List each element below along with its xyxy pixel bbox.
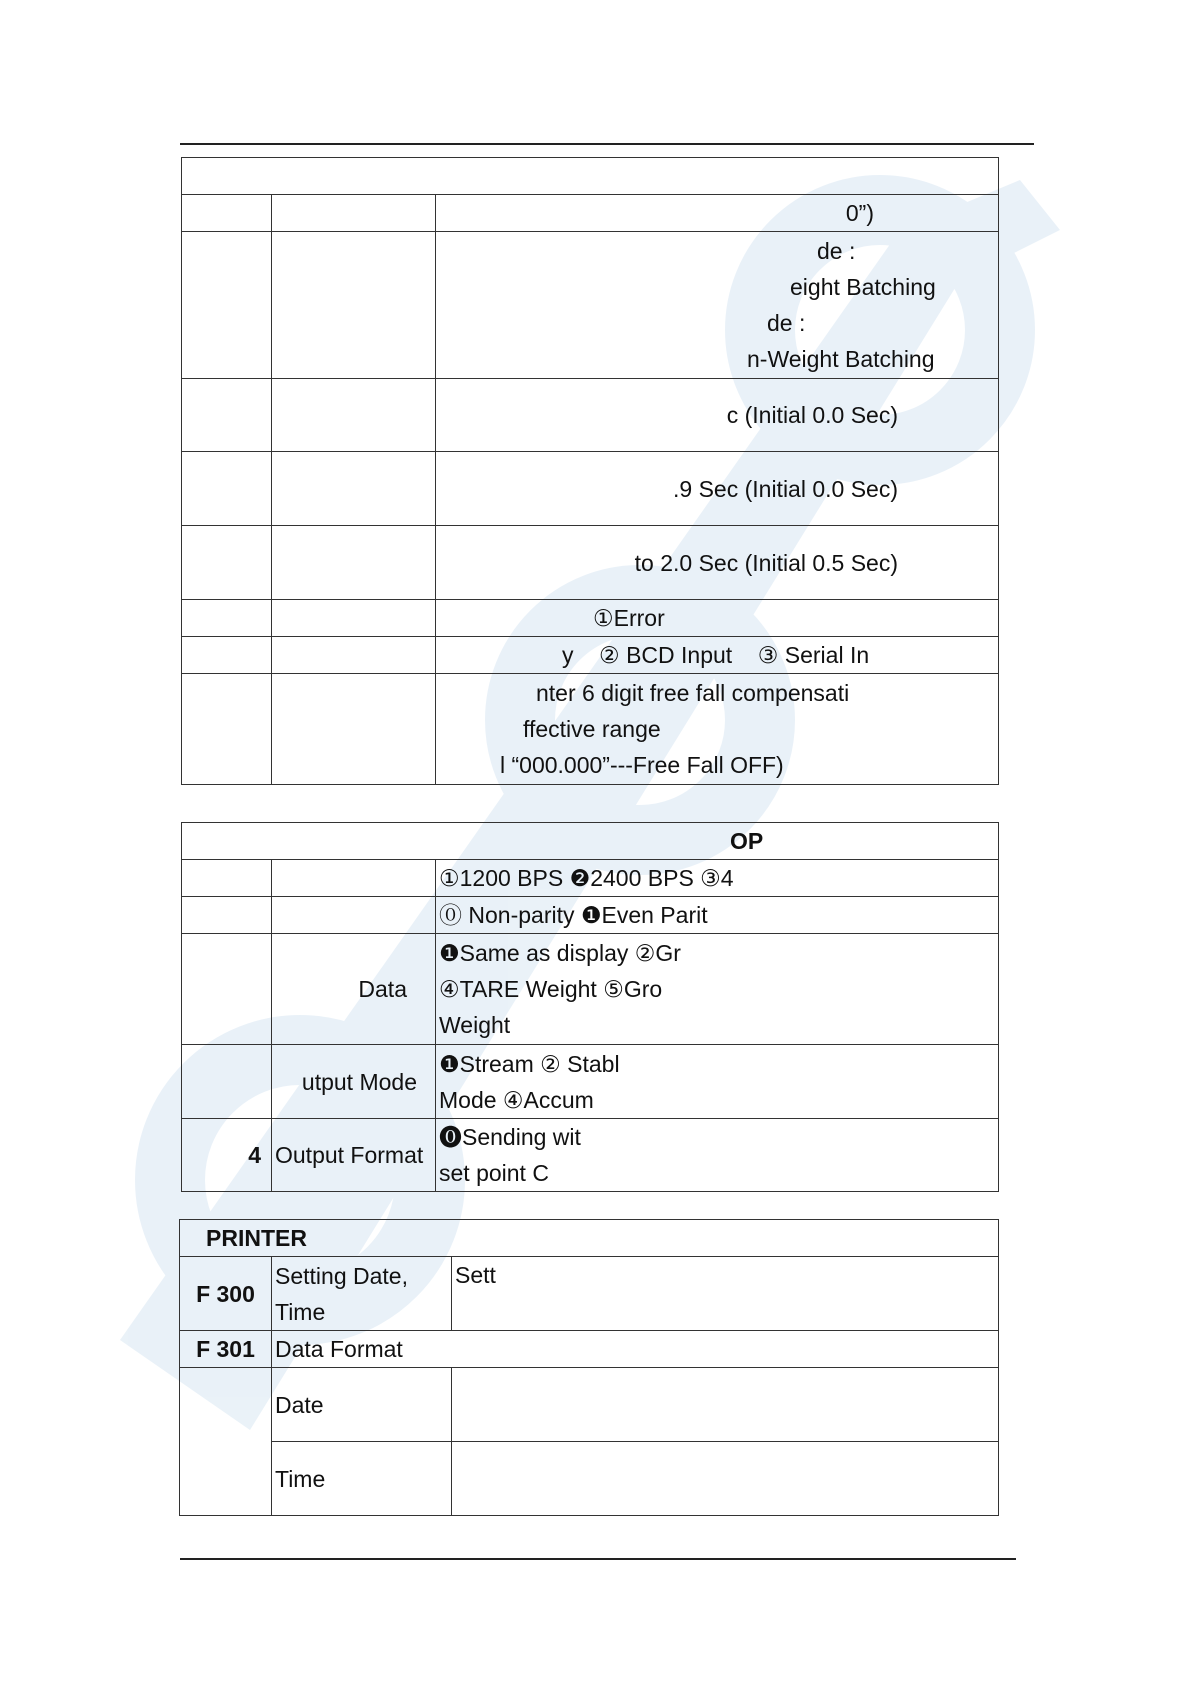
function-code: F 301: [180, 1331, 272, 1368]
header-rule: [180, 143, 1034, 145]
function-code: [182, 232, 272, 379]
table-row: [182, 1119, 999, 1192]
table-row: [182, 452, 999, 526]
function-code: [182, 195, 272, 232]
function-code: F 300: [180, 1257, 272, 1331]
function-code: [182, 674, 272, 785]
table-header: PRINTER: [180, 1220, 999, 1257]
table-header: OP: [182, 823, 999, 860]
function-code: [182, 637, 272, 674]
table-row: [182, 860, 999, 897]
function-code: [182, 452, 272, 526]
function-code: [180, 1368, 272, 1516]
table-3: [179, 1219, 999, 1516]
table-row: [182, 1045, 999, 1119]
table-row: [182, 526, 999, 600]
function-description: [452, 1442, 999, 1516]
function-code: [182, 934, 272, 1045]
function-code: [182, 526, 272, 600]
function-name: [272, 195, 436, 232]
table-2: [181, 822, 999, 1192]
function-description: c (Initial 0.0 Sec): [436, 379, 999, 452]
function-description: de : eight Batching de : n-Weight Batching: [436, 232, 999, 379]
function-name: utput Mode: [272, 1045, 436, 1119]
table-header: [182, 158, 999, 195]
table-row: [182, 637, 999, 674]
function-code: 4: [182, 1119, 272, 1192]
function-description: nter 6 digit free fall compensati ffective range l “000.000”---Free Fall OFF): [436, 674, 999, 785]
function-name: [272, 232, 436, 379]
function-name: [272, 379, 436, 452]
function-description: 0”): [436, 195, 999, 232]
function-name: [272, 674, 436, 785]
table-row: [182, 195, 999, 232]
function-name: Data: [272, 934, 436, 1045]
table-row: [182, 674, 999, 785]
function-description: ①1200 BPS ❷2400 BPS ③4: [436, 860, 999, 897]
table-row: [180, 1442, 999, 1516]
footer-rule: [180, 1558, 1016, 1560]
function-name: [272, 897, 436, 934]
function-name: Date: [272, 1368, 452, 1442]
function-description: ❶Same as display ②Gr ④TARE Weight ⑤Gro Weight: [436, 934, 999, 1045]
function-description: .9 Sec (Initial 0.0 Sec): [436, 452, 999, 526]
function-code: [182, 860, 272, 897]
table-row: [180, 1368, 999, 1442]
function-description: ①Error: [436, 600, 999, 637]
function-description: ⓪ Non-parity ❶Even Parit: [436, 897, 999, 934]
function-name: [272, 637, 436, 674]
function-description: [452, 1368, 999, 1442]
function-name: [272, 452, 436, 526]
table-row: [180, 1257, 999, 1331]
table-row: [180, 1331, 999, 1368]
function-code: [182, 1045, 272, 1119]
function-description: Sett: [452, 1257, 999, 1331]
table-row: [182, 934, 999, 1045]
function-name: [272, 860, 436, 897]
table-1: [181, 157, 999, 785]
function-description: y ② BCD Input ③ Serial In: [436, 637, 999, 674]
function-name: Time: [272, 1442, 452, 1516]
function-code: [182, 379, 272, 452]
function-name: Data Format: [272, 1331, 999, 1368]
table-row: [182, 232, 999, 379]
function-code: [182, 897, 272, 934]
table-row: [182, 897, 999, 934]
function-name: Output Format: [272, 1119, 436, 1192]
table-row: [182, 379, 999, 452]
table-row: [182, 600, 999, 637]
function-code: [182, 600, 272, 637]
function-description: ⓿Sending wit set point C: [436, 1119, 999, 1192]
function-name: [272, 526, 436, 600]
function-description: to 2.0 Sec (Initial 0.5 Sec): [436, 526, 999, 600]
function-name: Setting Date, Time: [272, 1257, 452, 1331]
function-name: [272, 600, 436, 637]
function-description: ❶Stream ② Stabl Mode ④Accum: [436, 1045, 999, 1119]
